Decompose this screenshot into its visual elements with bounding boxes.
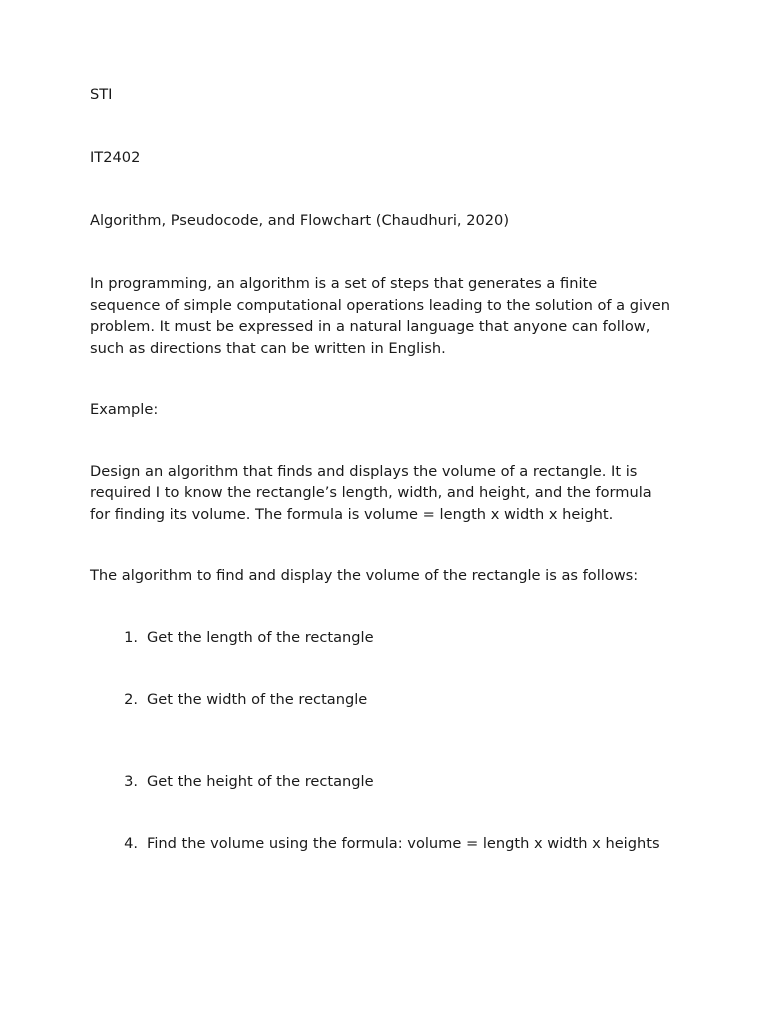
- step-number: 2.: [124, 690, 138, 708]
- document-header: [90, 84, 670, 105]
- step-text: Get the width of the rectangle: [147, 690, 368, 708]
- example-label: Example:: [90, 401, 159, 418]
- step-number: 4.: [124, 834, 138, 852]
- list-item: [90, 833, 670, 854]
- list-item: [90, 771, 670, 792]
- school-name: STI: [90, 86, 113, 103]
- step-number: 3.: [124, 772, 138, 790]
- list-item: [90, 689, 670, 710]
- step-text: Find the volume using the formula: volume = length x width x heights: [147, 834, 660, 852]
- course-code: IT2402: [90, 149, 141, 166]
- step-number: 1.: [124, 628, 138, 646]
- algorithm-intro-paragraph: The algorithm to find and display the volume of the rectangle is as follows:: [90, 567, 639, 584]
- step-text: Get the length of the rectangle: [147, 628, 374, 646]
- page-title: Algorithm, Pseudocode, and Flowchart (Chaudhuri, 2020): [90, 212, 510, 229]
- example-problem-paragraph: Design an algorithm that finds and displays the volume of a rectangle. It is required I to know the rectangle’s length, width, and height, and the formula for finding its volume. The formula is volume = length x width x height.: [90, 462, 652, 523]
- list-item: [90, 627, 670, 648]
- list-spacer: [90, 751, 670, 771]
- step-text: Get the height of the rectangle: [147, 772, 374, 790]
- algorithm-steps-list: [90, 627, 670, 854]
- definition-paragraph: In programming, an algorithm is a set of steps that generates a finite sequence of simple computational operations leading to the solution of a given problem. It must be expressed in a natural language that anyone can follow, such as directions that can be written in English.: [90, 275, 670, 357]
- course-code-block: [90, 147, 670, 168]
- topic-title-block: [90, 210, 670, 231]
